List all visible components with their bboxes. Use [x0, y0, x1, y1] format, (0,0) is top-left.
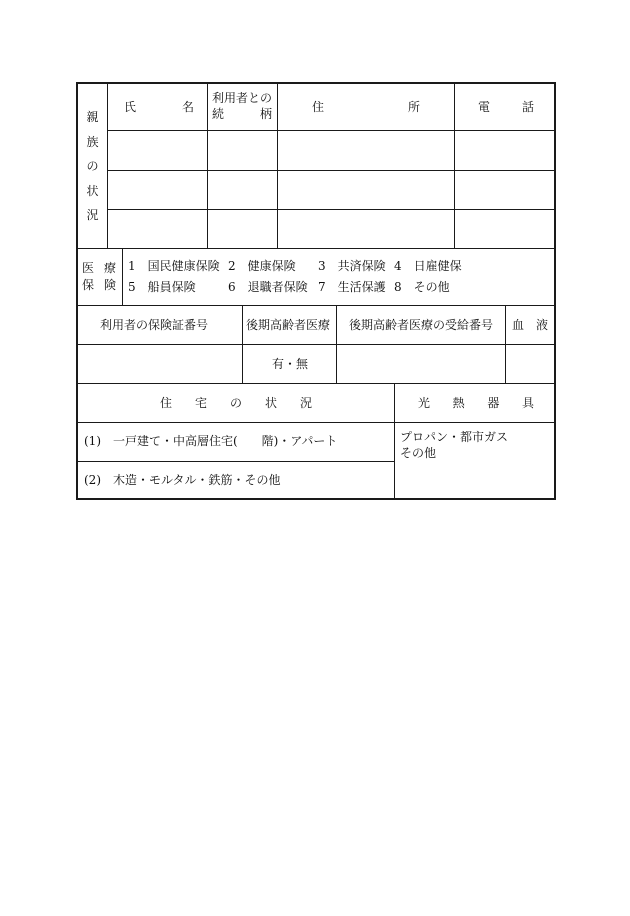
family-label-divider: [107, 82, 108, 248]
housing-status-title: 住 宅 の 状 況: [160, 396, 312, 410]
housing-divider: [394, 383, 395, 500]
heating-equipment-title: 光 熱 器 具: [418, 396, 534, 410]
relation-column-header-line2: 続 柄: [212, 107, 272, 121]
name-column-header: 氏 名: [124, 100, 194, 114]
elderly-recipient-number-label: 後期高齢者医療の受給番号: [349, 318, 494, 332]
medical-insurance-label-line2: 保 険: [82, 278, 116, 292]
medical-label-divider: [122, 248, 123, 305]
family-col-divider-2: [277, 82, 278, 248]
family-row-line-1: [107, 170, 555, 171]
family-header-line: [107, 130, 555, 131]
phone-column-header: 電 話: [478, 100, 534, 114]
insurance-option-8: 8 その他: [394, 280, 450, 294]
heating-other-line: その他: [400, 446, 437, 460]
insurance-option-4: 4 日雇健保: [394, 259, 462, 273]
insurance-header-line: [76, 344, 556, 345]
housing-type-line: (1) 一戸建て・中高層住宅( 階)・アパート: [84, 434, 338, 448]
insurance-bottom-line: [76, 383, 556, 384]
housing-header-line: [76, 422, 556, 423]
insurance-option-3: 3 共済保険: [318, 259, 386, 273]
family-col-divider-3: [454, 82, 455, 248]
housing-structure-line: (2) 木造・モルタル・鉄筋・その他: [84, 473, 281, 487]
elderly-medical-yes-no: 有・無: [272, 357, 309, 371]
border-top: [76, 82, 556, 84]
family-col-divider-1: [207, 82, 208, 248]
address-column-header: 住 所: [312, 100, 420, 114]
heating-gas-line: プロパン・都市ガス: [400, 430, 509, 444]
care-form-table: [76, 82, 556, 500]
blood-type-label: 血 液: [512, 318, 548, 332]
insurance-option-2: 2 健康保険: [228, 259, 296, 273]
medical-insurance-label-line1: 医 療: [82, 261, 116, 275]
insurance-option-7: 7 生活保護: [318, 280, 386, 294]
relation-column-header-line1: 利用者との: [212, 91, 273, 105]
family-status-label: 親 族 の 状 況: [86, 110, 99, 222]
family-bottom-line: [76, 248, 556, 249]
insurance-option-5: 5 船員保険: [128, 280, 196, 294]
insurance-option-6: 6 退職者保険: [228, 280, 308, 294]
housing-row-line: [76, 461, 394, 462]
elderly-medical-label: 後期高齢者医療: [246, 318, 331, 332]
insurance-number-label: 利用者の保険証番号: [100, 318, 209, 332]
insurance-option-1: 1 国民健康保険: [128, 259, 220, 273]
family-row-line-2: [107, 209, 555, 210]
border-right: [554, 82, 556, 500]
border-bottom: [76, 498, 556, 500]
medical-bottom-line: [76, 305, 556, 306]
